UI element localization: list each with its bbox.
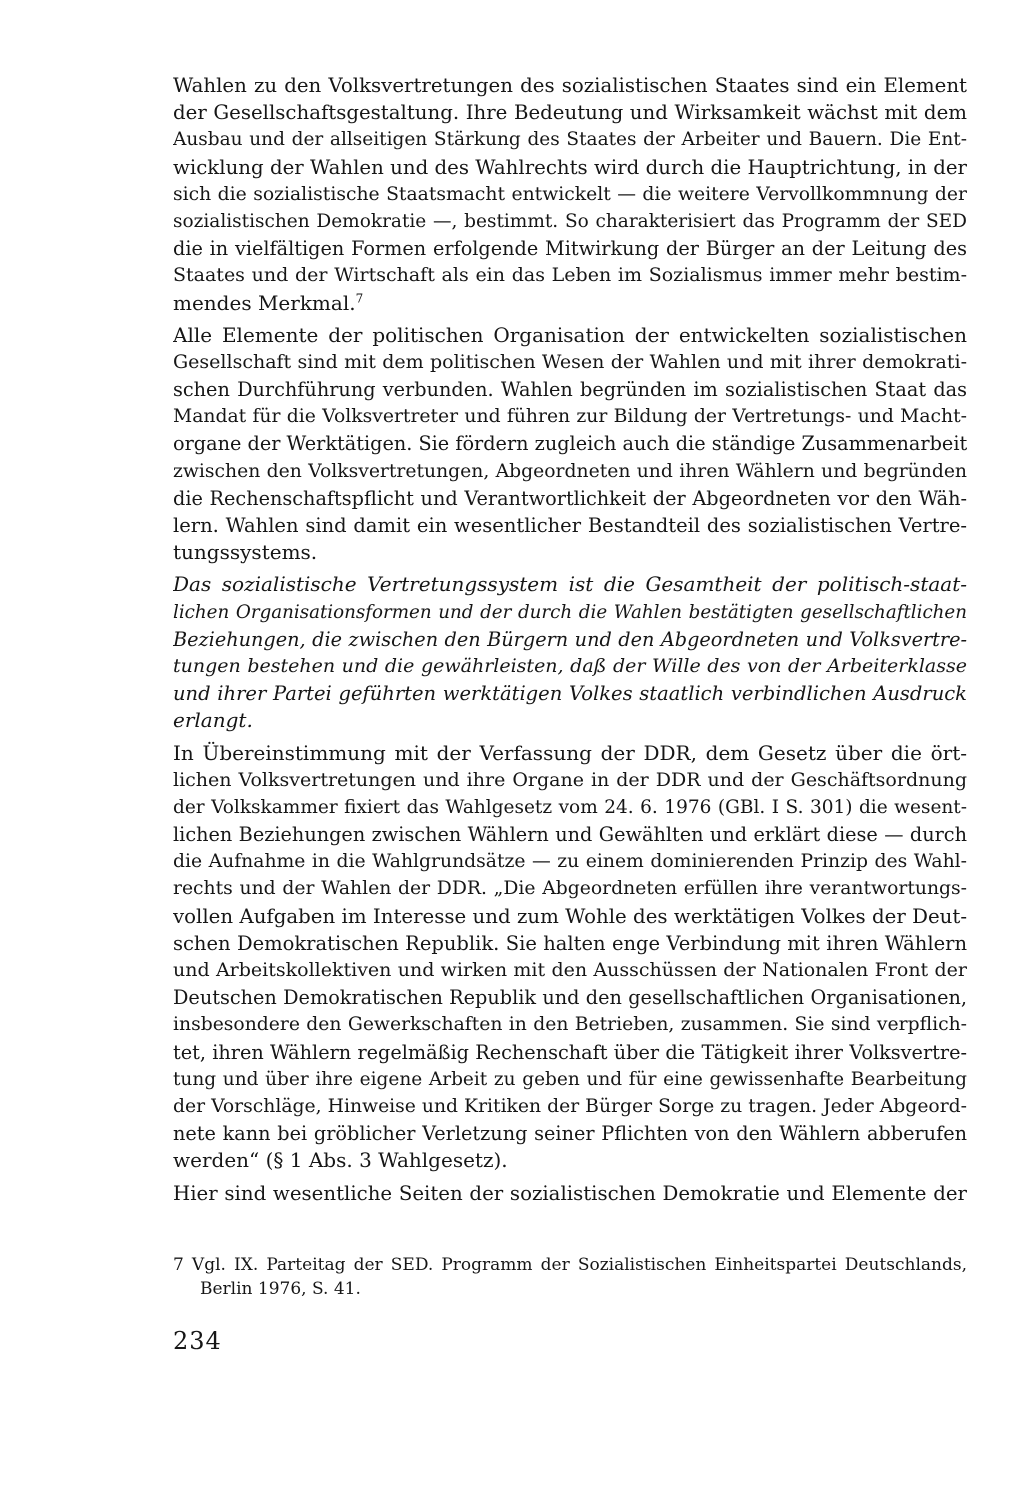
text-line: Mandat für die Volksvertreter und führen zur Bildung der Vertretungs- und Macht- xyxy=(173,406,967,428)
footnote xyxy=(173,1253,967,1301)
text-line: und Arbeitskollektiven und wirken mit den Ausschüssen der Nationalen Front der xyxy=(173,959,967,981)
text-line: lern. Wahlen sind damit ein wesentlicher Bestandteil des sozialistischen Vertre- xyxy=(173,514,967,537)
text-line: die Aufnahme in die Wahlgrundsätze — zu einem dominierenden Prinzip des Wahl- xyxy=(173,851,967,873)
text-line: der Gesellschaftsgestaltung. Ihre Bedeutung und Wirksamkeit wächst mit dem xyxy=(173,101,967,125)
paragraph-4 xyxy=(173,740,967,1175)
text-line: die in vielfältigen Formen erfolgende Mitwirkung der Bürger an der Leitung des xyxy=(173,237,967,261)
text-line: sozialistischen Demokratie —, bestimmt. So charakterisiert das Programm der SED xyxy=(173,210,967,232)
text-line: tung und über ihre eigene Arbeit zu geben und für eine gewissenhafte Bearbeitung xyxy=(173,1068,967,1090)
paragraph-1 xyxy=(173,72,967,317)
paragraph-3-definition xyxy=(173,571,967,734)
text-line: organe der Werktätigen. Sie fördern zugleich auch die ständige Zusammenarbeit xyxy=(173,432,967,456)
paragraph-5 xyxy=(173,1180,967,1207)
page-number: 234 xyxy=(173,1327,222,1355)
text-line: sich die sozialistische Staatsmacht entwickelt — die weitere Vervollkommnung der xyxy=(173,183,967,205)
text-line: Wahlen zu den Volksvertretungen des sozialistischen Staates sind ein Element xyxy=(173,74,967,97)
footnote-line: Berlin 1976, S. 41. xyxy=(200,1279,361,1299)
text-line: Alle Elemente der politischen Organisation der entwickelten sozialistischen xyxy=(173,322,967,347)
text-line: Deutschen Demokratischen Republik und den gesellschaftlichen Organisationen, xyxy=(173,986,967,1010)
text-line: Hier sind wesentliche Seiten der sozialistischen Demokratie und Elemente der xyxy=(173,1181,967,1205)
text-line: werden“ (§ 1 Abs. 3 Wahlgesetz). xyxy=(173,1148,508,1173)
text-line: tungssystems. xyxy=(173,540,318,565)
text-line: Ausbau und der allseitigen Stärkung des Staates der Arbeiter und Bauern. Die Ent- xyxy=(173,129,967,151)
text-line: erlangt. xyxy=(173,708,253,733)
text-line: lichen Organisationsformen und der durch die Wahlen bestätigten gesellschaftlichen xyxy=(173,601,967,623)
text-line: schen Demokratischen Republik. Sie halten enge Verbindung mit ihren Wählern xyxy=(173,931,967,955)
text-line: zwischen den Volksvertretungen, Abgeordneten und ihren Wählern und begründen xyxy=(173,460,967,482)
text-line: insbesondere den Gewerkschaften in den Betrieben, zusammen. Sie sind verpflich- xyxy=(173,1014,967,1036)
paragraph-2 xyxy=(173,322,967,567)
text-line: Das sozialistische Vertretungssystem ist die Gesamtheit der politisch-staat- xyxy=(173,572,967,597)
text-line: vollen Aufgaben im Interesse und zum Wohle des werktätigen Volkes der Deut- xyxy=(173,904,967,928)
text-line: rechts und der Wahlen der DDR. „Die Abgeordneten erfüllen ihre verantwortungs- xyxy=(173,878,967,900)
text-line: Beziehungen, die zwischen den Bürgern und den Abgeordneten und Volksvertre- xyxy=(173,627,967,651)
text-line: Staates und der Wirtschaft als ein das Leben im Sozialismus immer mehr bestim- xyxy=(173,264,967,287)
body-text xyxy=(173,72,967,1212)
text-line: der Volkskammer fixiert das Wahlgesetz vom 24. 6. 1976 (GBl. I S. 301) die wesent- xyxy=(173,796,967,818)
text-line: tet, ihren Wählern regelmäßig Rechenschaft über die Tätigkeit ihrer Volksvertre- xyxy=(173,1040,967,1064)
text-line: In Übereinstimmung mit der Verfassung der DDR, dem Gesetz über die ört- xyxy=(173,740,967,765)
text-line: lichen Beziehungen zwischen Wählern und Gewählten und erklärt diese — durch xyxy=(173,823,967,847)
text-line: nete kann bei gröblicher Verletzung seiner Pflichten von den Wählern abberufen xyxy=(173,1122,967,1146)
footnote-line: 7 Vgl. IX. Parteitag der SED. Programm der Sozialistischen Einheitspartei Deutschlands, xyxy=(173,1255,967,1275)
text-line: lichen Volksvertretungen und ihre Organe in der DDR und der Geschäftsordnung xyxy=(173,768,967,791)
text-line: der Vorschläge, Hinweise und Kritiken der Bürger Sorge zu tragen. Jeder Abgeord- xyxy=(173,1095,967,1117)
text-line: wicklung der Wahlen und des Wahlrechts wird durch die Hauptrichtung, in der xyxy=(173,155,967,179)
text-line: schen Durchführung verbunden. Wahlen begründen im sozialistischen Staat das xyxy=(173,378,967,402)
text-line: und ihrer Partei geführten werktätigen Volkes staatlich verbindlichen Ausdruck xyxy=(173,682,967,706)
text-line: Gesellschaft sind mit dem politischen Wesen der Wahlen und mit ihrer demokrati- xyxy=(173,350,967,373)
text-line: tungen bestehen und die gewährleisten, daß der Wille des von der Arbeiterklasse xyxy=(173,654,967,677)
text-line: die Rechenschaftspflicht und Verantwortlichkeit der Abgeordneten vor den Wäh- xyxy=(173,486,967,510)
text-line: mendes Merkmal.$^7$ xyxy=(173,290,364,315)
